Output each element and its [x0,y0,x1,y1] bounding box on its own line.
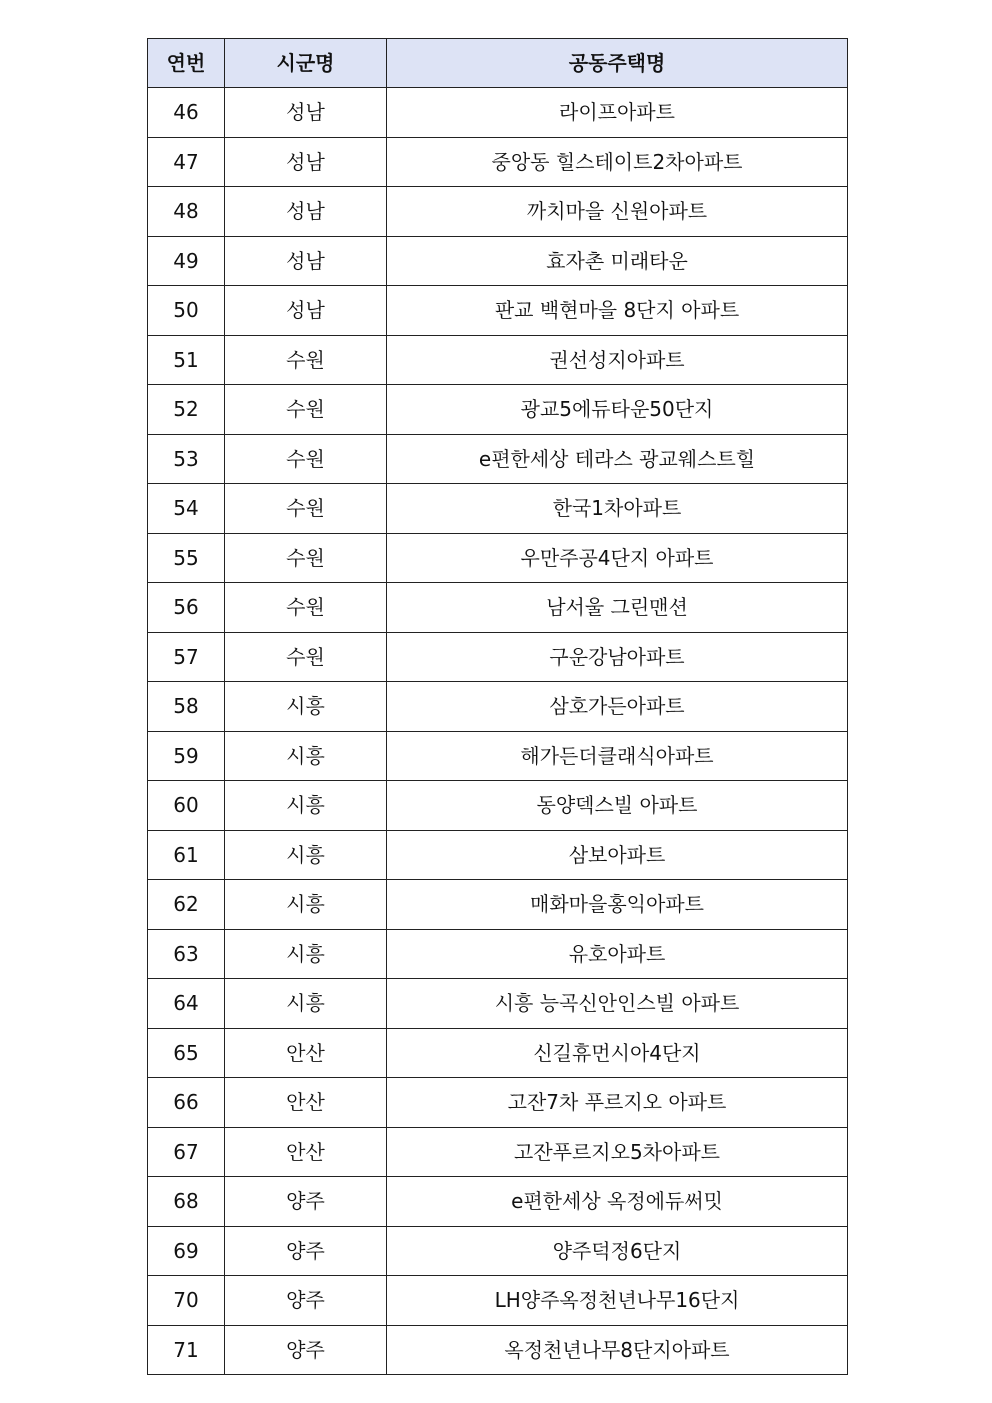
cell-name: 해가든더클래식아파트 [387,731,848,781]
table-row [148,484,848,534]
cell-num: 59 [148,731,225,781]
cell-city: 안산 [225,1127,387,1177]
table-header [148,39,848,88]
cell-num: 70 [148,1276,225,1326]
cell-name: e편한세상 테라스 광교웨스트힐 [387,434,848,484]
cell-city: 안산 [225,1028,387,1078]
cell-name: 광교5에듀타운50단지 [387,385,848,435]
cell-city: 성남 [225,88,387,138]
cell-city: 성남 [225,286,387,336]
cell-city: 시흥 [225,979,387,1029]
cell-num: 56 [148,583,225,633]
cell-num: 61 [148,830,225,880]
cell-city: 성남 [225,137,387,187]
cell-num: 58 [148,682,225,732]
cell-city: 성남 [225,236,387,286]
cell-num: 60 [148,781,225,831]
table-row [148,1276,848,1326]
table-row [148,335,848,385]
cell-city: 양주 [225,1226,387,1276]
table-row [148,137,848,187]
table-row [148,929,848,979]
table-row [148,632,848,682]
table-row [148,236,848,286]
cell-num: 48 [148,187,225,237]
table-row [148,682,848,732]
cell-num: 55 [148,533,225,583]
cell-num: 65 [148,1028,225,1078]
cell-num: 64 [148,979,225,1029]
cell-name: 유호아파트 [387,929,848,979]
cell-name: 중앙동 힐스테이트2차아파트 [387,137,848,187]
cell-name: 까치마을 신원아파트 [387,187,848,237]
cell-name: 라이프아파트 [387,88,848,138]
cell-num: 69 [148,1226,225,1276]
cell-num: 66 [148,1078,225,1128]
apartment-table [147,38,848,1375]
table-row [148,187,848,237]
cell-name: e편한세상 옥정에듀써밋 [387,1177,848,1227]
cell-name: LH양주옥정천년나무16단지 [387,1276,848,1326]
cell-num: 54 [148,484,225,534]
cell-name: 신길휴먼시아4단지 [387,1028,848,1078]
cell-name: 한국1차아파트 [387,484,848,534]
cell-num: 50 [148,286,225,336]
cell-name: 동양덱스빌 아파트 [387,781,848,831]
cell-city: 수원 [225,632,387,682]
table-row [148,88,848,138]
cell-num: 68 [148,1177,225,1227]
cell-name: 우만주공4단지 아파트 [387,533,848,583]
table-row [148,1127,848,1177]
cell-num: 46 [148,88,225,138]
cell-num: 63 [148,929,225,979]
table-row [148,1226,848,1276]
table-body [148,88,848,1375]
cell-num: 57 [148,632,225,682]
cell-city: 양주 [225,1325,387,1375]
cell-num: 71 [148,1325,225,1375]
cell-city: 수원 [225,335,387,385]
cell-city: 양주 [225,1177,387,1227]
table-row [148,731,848,781]
cell-city: 시흥 [225,781,387,831]
cell-name: 효자촌 미래타운 [387,236,848,286]
table-row [148,880,848,930]
cell-name: 구운강남아파트 [387,632,848,682]
cell-city: 수원 [225,385,387,435]
cell-city: 성남 [225,187,387,237]
cell-city: 시흥 [225,830,387,880]
cell-num: 49 [148,236,225,286]
cell-city: 수원 [225,583,387,633]
header-name: 공동주택명 [387,39,848,88]
cell-num: 51 [148,335,225,385]
cell-city: 안산 [225,1078,387,1128]
cell-name: 매화마을홍익아파트 [387,880,848,930]
cell-num: 53 [148,434,225,484]
cell-name: 남서울 그린맨션 [387,583,848,633]
table-row [148,1177,848,1227]
table-row [148,583,848,633]
cell-city: 수원 [225,484,387,534]
header-row [148,39,848,88]
cell-city: 시흥 [225,682,387,732]
cell-name: 양주덕정6단지 [387,1226,848,1276]
header-num: 연번 [148,39,225,88]
cell-name: 삼보아파트 [387,830,848,880]
table-row [148,434,848,484]
cell-name: 판교 백현마을 8단지 아파트 [387,286,848,336]
table-row [148,781,848,831]
cell-city: 양주 [225,1276,387,1326]
cell-city: 시흥 [225,731,387,781]
table-row [148,979,848,1029]
cell-city: 시흥 [225,929,387,979]
table-row [148,286,848,336]
table-row [148,533,848,583]
header-city: 시군명 [225,39,387,88]
table-row [148,1028,848,1078]
table-row [148,1325,848,1375]
cell-name: 고잔푸르지오5차아파트 [387,1127,848,1177]
cell-name: 옥정천년나무8단지아파트 [387,1325,848,1375]
cell-city: 수원 [225,434,387,484]
cell-name: 삼호가든아파트 [387,682,848,732]
cell-num: 47 [148,137,225,187]
cell-num: 67 [148,1127,225,1177]
table-row [148,1078,848,1128]
cell-num: 52 [148,385,225,435]
cell-name: 시흥 능곡신안인스빌 아파트 [387,979,848,1029]
table-row [148,385,848,435]
cell-num: 62 [148,880,225,930]
cell-city: 시흥 [225,880,387,930]
table-row [148,830,848,880]
cell-name: 고잔7차 푸르지오 아파트 [387,1078,848,1128]
cell-name: 권선성지아파트 [387,335,848,385]
cell-city: 수원 [225,533,387,583]
